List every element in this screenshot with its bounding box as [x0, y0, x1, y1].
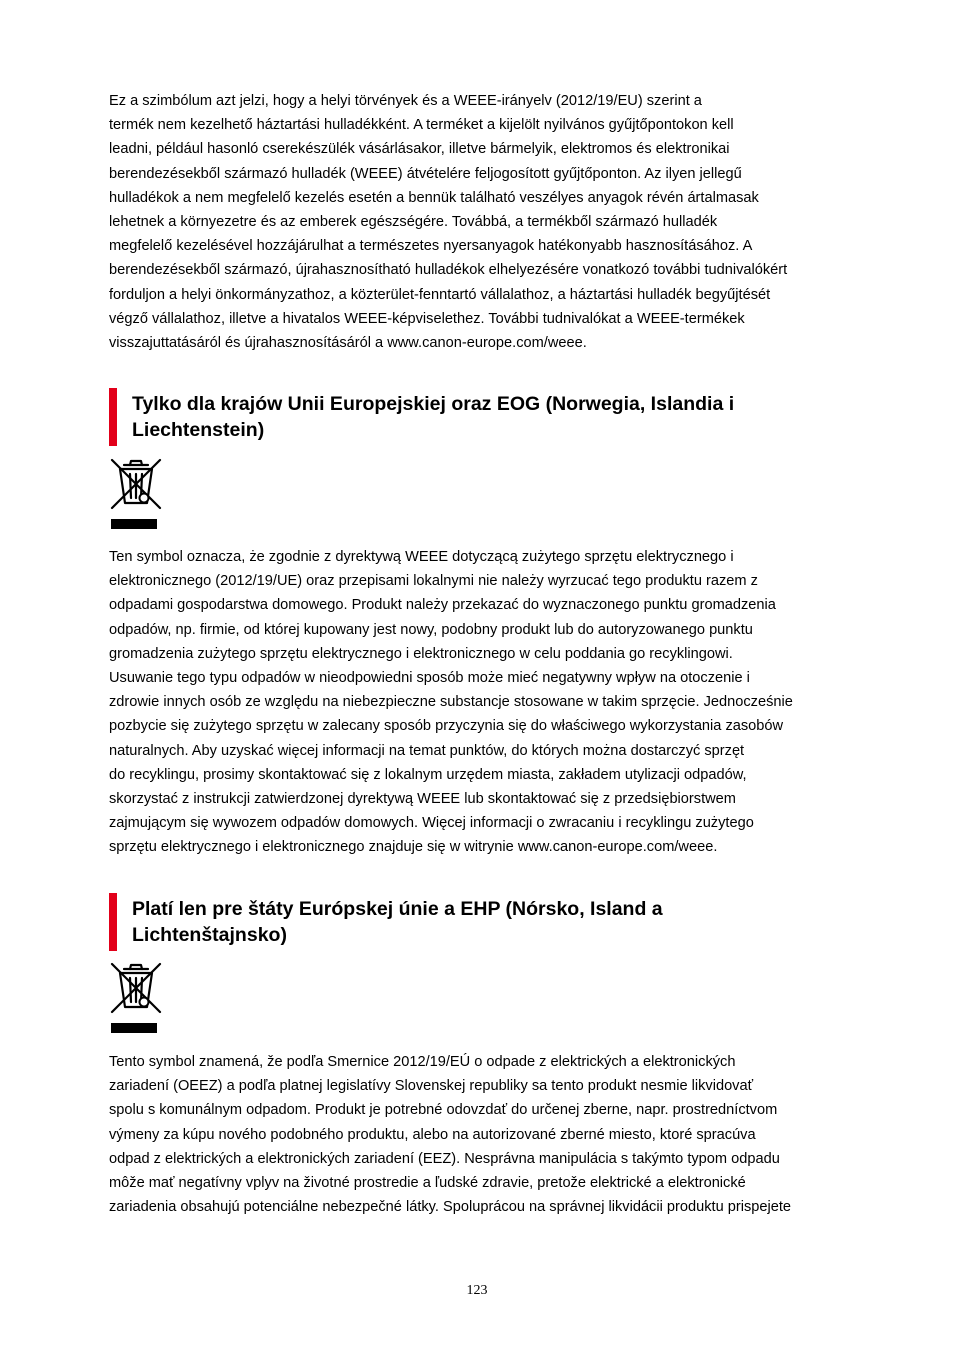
text-line: Tento symbol znamená, že podľa Smernice 2012/19/EÚ o odpade z elektrických a elektronických: [109, 1054, 736, 1070]
text-line: naturalnych. Aby uzyskać więcej informacji na temat punktów, do których można dostarczyć sprzęt: [109, 742, 745, 759]
heading-line: Lichtenštajnsko): [132, 924, 287, 946]
text-line: do recyklingu, prosimy skontaktować się z lokalnym urzędem miasta, zakładem utylizacji odpadów,: [109, 766, 747, 783]
paragraph-polish: [109, 545, 869, 860]
text-line: Usuwanie tego typu odpadów w nieodpowiedni sposób może mieć negatywny wpływ na otoczenie i: [109, 670, 750, 687]
text-line: visszajuttatásáról és újrahasznosításáról a www.canon-europe.com/weee.: [109, 335, 587, 352]
text-line: gromadzenia zużytego sprzętu elektrycznego i elektronicznego w celu poddania go recyklingowi.: [109, 645, 733, 662]
page-number: 123: [466, 1283, 488, 1298]
text-line: végző vállalathoz, illetve a hivatalos WEEE-képviselethez. További tudnivalókat a WEEE-termékek: [109, 310, 745, 327]
heading-text: [132, 896, 663, 948]
paragraph-slovak: [109, 1050, 869, 1219]
text-line: berendezésekből származó hulladék (WEEE) átvételére feljogosított gyűjtőponton. Az ilyen jellegű: [109, 165, 742, 182]
text-line: výmeny za kúpu nového podobného produktu, alebo na autorizované zberné miesto, ktoré spracúva: [109, 1126, 756, 1143]
text-line: Ten symbol oznacza, że zgodnie z dyrektywą WEEE dotyczącą zużytego sprzętu elektrycznego i: [109, 549, 734, 565]
section-heading-slovak: [109, 893, 869, 951]
text-line: zariadení (OEEZ) a podľa platnej legislatívy Slovenskej republiky sa tento produkt nesmie likvidovať: [109, 1078, 754, 1095]
heading-line: Tylko dla krajów Unii Europejskiej oraz EOG (Norwegia, Islandia i: [132, 393, 735, 415]
heading-accent-bar: [109, 893, 117, 951]
text-line: hulladékok a nem megfelelő kezelés esetén a bennük található veszélyes anyagok révén ártalmasak: [109, 189, 759, 206]
text-line: lehetnek a környezetre és az emberek egészségére. Továbbá, a termékből származó hulladék: [109, 214, 718, 231]
text-line: zajmującym się wywozem odpadów domowych. Więcej informacji o zwracaniu i recyklingu zużytego: [109, 815, 754, 832]
text-line: skorzystać z instrukcji zatwierdzonej dyrektywą WEEE lub skontaktować się z przedsiębiorstwem: [109, 791, 736, 808]
text-line: spolu s komunálnym odpadom. Produkt je potrebné odovzdať do určenej zberne, napr. prostredníctvom: [109, 1102, 778, 1119]
text-line: odpadów, np. firmie, od której kupowany jest nowy, podobny produkt lub do autoryzowanego punktu: [109, 621, 753, 638]
text-line: berendezésekből származó, újrahasznosítható hulladékok elhelyezésére vonatkozó további tudnivalókért: [109, 262, 788, 279]
text-line: zariadenia obsahujú potenciálne nebezpečné látky. Spoluprácou na správnej likvidácii produktu prispejete: [109, 1199, 792, 1216]
text-line: elektronicznego (2012/19/UE) oraz przepisami lokalnymi nie należy wyrzucać tego produktu razem z: [109, 573, 758, 590]
text-line: termék nem kezelhető háztartási hulladékként. A terméket a kijelölt nyilvános gyűjtőpontokon kell: [109, 117, 734, 134]
text-line: forduljon a helyi önkormányzathoz, a közterület-fenntartó vállalathoz, a háztartási hulladék begyűjtését: [109, 286, 771, 303]
text-line: zdrowie innych osób ze względu na niebezpieczne substancje stosowane w takim sprzęcie. Jednocześnie: [109, 694, 793, 711]
weee-crossed-bin-icon: [109, 457, 163, 531]
text-line: môže mať negatívny vplyv na životné prostredie a ľudské zdravie, pretože elektrické a elektronické: [109, 1175, 746, 1192]
text-line: odpad z elektrických a elektronických zariadení (EEZ). Nesprávna manipulácia s takýmto typom odpadu: [109, 1150, 780, 1167]
text-line: megfelelő kezelésével hozzájárulhat a természetes nyersanyagok hatékonyabb hasznosításához. A: [109, 238, 753, 255]
heading-text: [132, 391, 734, 443]
text-line: Ez a szimbólum azt jelzi, hogy a helyi törvények és a WEEE-irányelv (2012/19/EU) szerint a: [109, 93, 702, 109]
heading-line: Liechtenstein): [132, 419, 265, 441]
heading-accent-bar: [109, 388, 117, 446]
paragraph-hungarian: [109, 89, 869, 355]
heading-line: Platí len pre štáty Európskej únie a EHP (Nórsko, Island a: [132, 898, 663, 920]
text-line: pozbycie się zużytego sprzętu w zalecany sposób przyczynia się do właściwego wykorzystania zasobów: [109, 718, 784, 735]
text-line: odpadami gospodarstwa domowego. Produkt należy przekazać do wyznaczonego punktu gromadzenia: [109, 597, 776, 614]
text-line: leadni, például hasonló cserekészülék vásárlásakor, illetve bármelyik, elektromos és elektronikai: [109, 141, 730, 158]
weee-crossed-bin-icon: [109, 961, 163, 1035]
section-heading-polish: [109, 388, 869, 446]
text-line: sprzętu elektrycznego i elektronicznego znajduje się w witrynie www.canon-europe.com/weee.: [109, 839, 718, 856]
